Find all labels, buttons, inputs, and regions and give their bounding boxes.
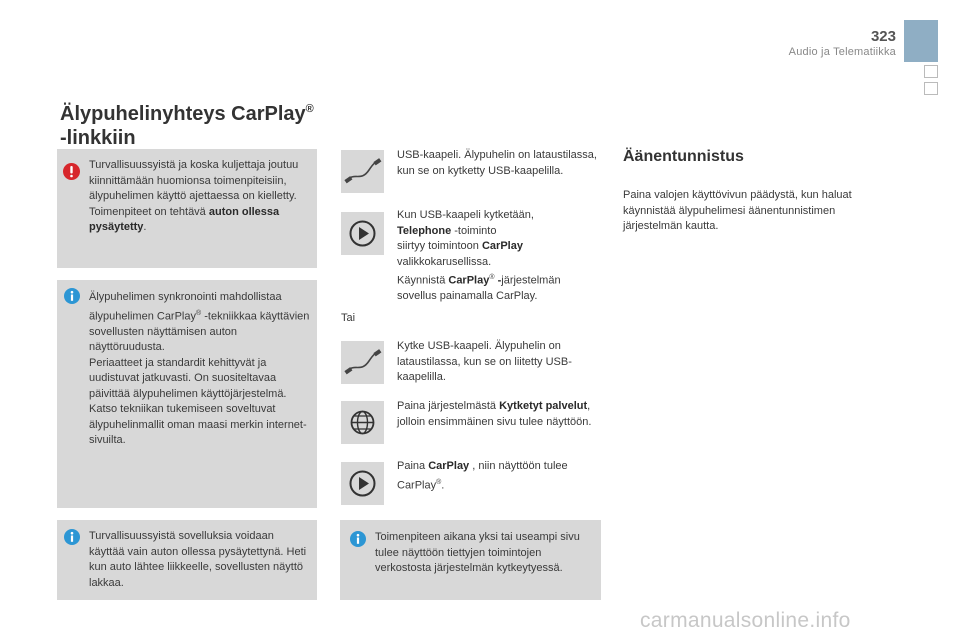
step-text: , niin näyttöön tulee CarPlay: [397, 460, 568, 492]
info-safety-text: Turvallisuussyistä sovelluksia voidaan käyttää vain auton ollessa pysäytettynä. Heti kun auto lähtee liikkeelle, sovellusten näyttö lakkaa.: [89, 530, 307, 589]
registered-mark: ®: [436, 478, 442, 486]
title-line1: Älypuhelinyhteys CarPlay: [60, 103, 306, 125]
globe-icon[interactable]: [341, 401, 384, 444]
usb-cable-icon: [341, 341, 384, 384]
info-sync-paragraph: Katso tekniikan tukemiseen soveltuvat älypuhelinmallit oman maasi merkin internet-sivuilta.: [89, 403, 307, 447]
registered-mark: ®: [196, 309, 202, 317]
step-usb-text: USB-kaapeli. Älypuhelin on lataustilassa, kun se on kytketty USB-kaapelilla.: [397, 149, 597, 177]
info-sync-paragraph: Periaatteet ja standardit kehittyvät ja uudistuvat jatkuvasti. On suositeltavaa päivittää älypuhelimen käyttöjärjestelmä.: [89, 356, 287, 400]
warning-text: [89, 158, 309, 236]
step-text: Paina: [397, 460, 429, 472]
section-name: Audio ja Telematiikka: [788, 46, 896, 58]
warning-icon: [63, 163, 80, 180]
connected-services-thumbnail: [341, 401, 384, 444]
step-telephone-text: [397, 208, 602, 305]
step-usb-alt-text: Kytke USB-kaapeli. Älypuhelin on lataustilassa, kun se on liitetty USB-kaapelilla.: [397, 340, 572, 383]
info-sync-text: [89, 290, 311, 449]
step-text: Kun USB-kaapeli kytketään,: [397, 209, 534, 221]
step-text: , jolloin ensimmäinen sivu tulee näyttöön.: [397, 400, 592, 428]
step-services-text: [397, 399, 602, 430]
info-icon: [64, 288, 80, 304]
info-icon: [64, 529, 80, 545]
step-text: Käynnistä: [397, 274, 449, 287]
usb-cable-thumbnail: [341, 150, 384, 193]
voice-recognition-heading: Äänentunnistus: [623, 148, 744, 165]
chapter-tab: [904, 20, 938, 62]
step-text-bold: CarPlay: [448, 274, 490, 287]
registered-mark: ®: [305, 103, 314, 115]
nav-square-icon[interactable]: [924, 65, 938, 78]
info-sync-line-post: -tekniikkaa käyttävien sovellusten näyttämisen auton näyttöruudusta.: [89, 310, 310, 354]
page-title: [60, 97, 340, 150]
step-carplay-text: [397, 459, 602, 494]
play-icon[interactable]: [341, 212, 384, 255]
step-text-bold: Kytketyt palvelut: [499, 400, 588, 412]
warning-note-pre: Toimenpiteet on tehtävä: [89, 205, 209, 218]
page-number: 323: [870, 28, 896, 45]
carplay-play-thumbnail: [341, 212, 384, 255]
step-text-bold: CarPlay: [428, 460, 470, 472]
usb-cable-icon: [341, 150, 384, 193]
step-text: -toiminto: [451, 224, 497, 237]
info-network-text: Toimenpiteen aikana yksi tai useampi sivu tulee näyttöön tiettyjen toimintojen verkostosta järjestelmän kytkeytyessä.: [375, 531, 580, 574]
or-label: Tai: [341, 312, 356, 324]
warning-note-bold: auton ollessa pysäytetty: [89, 205, 280, 233]
usb-cable-thumbnail: [341, 341, 384, 384]
step-text: .: [441, 479, 445, 492]
registered-mark: ®: [489, 274, 495, 281]
step-text: siirtyy toimintoon: [397, 240, 482, 252]
carplay-play-thumbnail: [341, 462, 384, 505]
step-text-bold: Telephone: [397, 224, 452, 237]
info-icon: [350, 531, 366, 547]
warning-note-post: .: [143, 221, 147, 233]
info-sync-line: Älypuhelimen synkronointi mahdollistaa älypuhelimen CarPlay: [89, 291, 282, 323]
step-text-bold: CarPlay: [481, 240, 523, 252]
warning-paragraph: Turvallisuussyistä ja koska kuljettaja joutuu kiinnittämään huomionsa toimenpiteisiin, älypuhelimen käyttö ajettaessa on kielletty.: [89, 159, 299, 202]
play-icon[interactable]: [341, 462, 384, 505]
footer-watermark: carmanualsonline.info: [640, 609, 851, 632]
title-line2: -linkkiin: [60, 127, 136, 149]
step-text: valikkokarusellissa.: [397, 255, 492, 268]
step-text: järjestelmän sovellus painamalla CarPlay.: [397, 274, 561, 303]
step-text-bold: -: [494, 274, 502, 287]
voice-recognition-text: Paina valojen käyttövivun päädystä, kun haluat käynnistää älypuhelimesi äänentunnistimen järjestelmän kautta.: [623, 189, 852, 232]
nav-square-icon[interactable]: [924, 82, 938, 95]
step-text: Paina järjestelmästä: [397, 400, 500, 412]
